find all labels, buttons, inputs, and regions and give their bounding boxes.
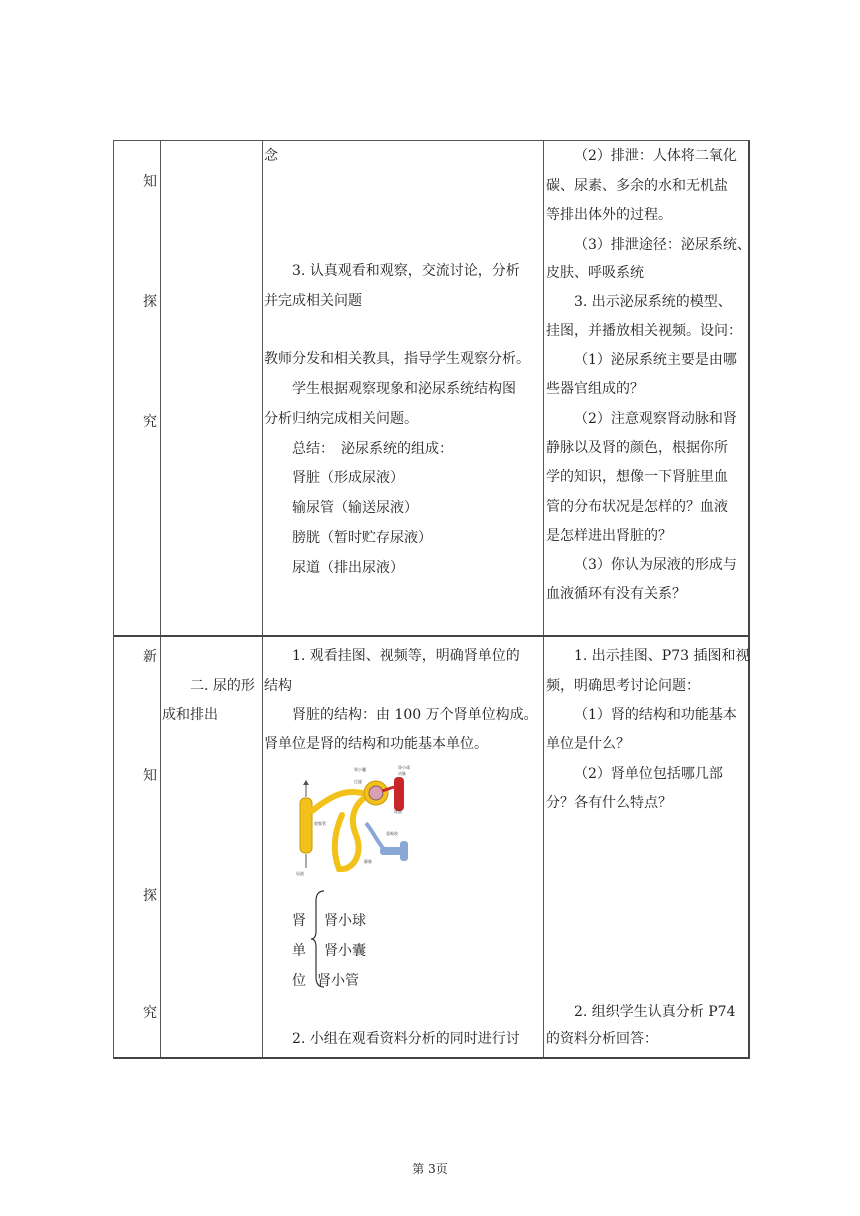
row-divider xyxy=(114,635,750,637)
text-line: 学的知识，想像一下肾脏里血 xyxy=(546,469,728,485)
text-line: 1. 出示挂图、P73 插图和视 xyxy=(574,648,750,664)
nephron-part: 肾小球 xyxy=(324,913,366,929)
diagram-label: 肾小球 xyxy=(398,765,410,770)
vertical-char: 究 xyxy=(143,1005,157,1021)
text-line: 肾脏（形成尿液） xyxy=(292,470,404,486)
table-bottom-border xyxy=(114,1057,750,1059)
diagram-label: 动脉 xyxy=(398,771,406,776)
text-line: （2）注意观察肾动脉和肾 xyxy=(574,411,737,427)
column-divider xyxy=(262,141,263,1059)
diagram-label: 重吸收 xyxy=(386,831,398,836)
diagram-label: 静脉 xyxy=(364,859,372,864)
text-line: 频，明确思考讨论问题： xyxy=(546,678,700,694)
nephron-char: 单 xyxy=(292,943,306,959)
text-line: 结构 xyxy=(264,678,292,694)
text-line: 肾单位是肾的结构和功能基本单位。 xyxy=(264,736,488,752)
text-line: （1）肾的结构和功能基本 xyxy=(574,707,737,723)
text-line: （2）肾单位包括哪几部 xyxy=(574,766,723,782)
text-line: 念 xyxy=(264,148,278,164)
nephron-diagram xyxy=(294,763,424,878)
text-line: 2. 组织学生认真分析 P74 xyxy=(574,1004,736,1020)
text-line: 等排出体外的过程。 xyxy=(546,207,672,223)
text-line: 肾脏的结构：由 100 万个肾单位构成。 xyxy=(292,707,538,723)
text-line: 单位是什么？ xyxy=(546,736,630,752)
diagram-label: 收集管 xyxy=(314,821,326,826)
diagram-label: 肾小囊 xyxy=(354,767,366,772)
collecting-duct xyxy=(300,798,312,853)
vertical-char: 究 xyxy=(143,414,157,430)
text-line: 分析归纳完成相关问题。 xyxy=(264,411,418,427)
text-line: 管的分布状况是怎样的？血液 xyxy=(546,499,728,515)
vertical-char: 知 xyxy=(143,174,157,190)
diagram-label: 尿液 xyxy=(394,809,402,814)
text-line: 些器官组成的？ xyxy=(546,381,644,397)
vertical-char: 新 xyxy=(143,649,157,665)
diagram-label: 过滤 xyxy=(354,779,362,784)
text-line: （3）你认为尿液的形成与 xyxy=(574,557,737,573)
section-heading: 成和排出 xyxy=(162,707,218,723)
text-line: 3. 出示泌尿系统的模型、 xyxy=(574,294,732,310)
text-line: 膀胱（暂时贮存尿液） xyxy=(292,530,432,546)
lesson-table xyxy=(113,140,750,1059)
text-line: 皮肤、呼吸系统 xyxy=(546,265,644,281)
text-line: 血液循环有没有关系？ xyxy=(546,586,686,602)
diagram-label: 尿液 xyxy=(296,871,304,876)
text-line: （3）排泄途径：泌尿系统、 xyxy=(574,237,751,253)
text-line: 碳、尿素、多余的水和无机盐 xyxy=(546,178,728,194)
column-divider xyxy=(160,141,161,1059)
nephron-char: 肾 xyxy=(292,913,306,929)
nephron-part: 肾小管 xyxy=(317,973,359,989)
text-line: 输尿管（输送尿液） xyxy=(292,500,418,516)
column-divider xyxy=(748,141,750,1059)
text-line: 分？各有什么特点？ xyxy=(546,795,672,811)
text-line: 是怎样进出肾脏的？ xyxy=(546,528,672,544)
nephron-char: 位 xyxy=(292,973,306,989)
glomerulus xyxy=(369,786,383,800)
text-line: 静脉以及肾的颜色，根据你所 xyxy=(546,440,728,456)
vertical-char: 探 xyxy=(143,888,157,904)
text-line: 1. 观看挂图、视频等，明确肾单位的 xyxy=(292,648,520,664)
text-line: 3. 认真观看和观察，交流讨论，分析 xyxy=(292,263,520,279)
text-line: （2）排泄：人体将二氧化 xyxy=(574,148,737,164)
nephron-part: 肾小囊 xyxy=(324,943,366,959)
text-line: （1）泌尿系统主要是由哪 xyxy=(574,352,737,368)
vertical-char: 知 xyxy=(143,768,157,784)
text-line: 尿道（排出尿液） xyxy=(292,560,404,576)
text-line: 挂图，并播放相关视频。设问： xyxy=(546,323,742,339)
section-heading: 二. 尿的形 xyxy=(190,678,255,694)
text-line: 2. 小组在观看资料分析的同时进行讨 xyxy=(292,1031,520,1047)
column-divider xyxy=(543,141,544,1059)
text-line: 教师分发和相关教具，指导学生观察分析。 xyxy=(264,351,530,367)
text-line: 并完成相关问题 xyxy=(264,293,362,309)
page-number: 第 3页 xyxy=(412,1162,448,1176)
vertical-char: 探 xyxy=(143,294,157,310)
vein xyxy=(380,847,402,855)
artery xyxy=(394,777,404,811)
text-line: 的资料分析回答： xyxy=(546,1031,658,1047)
text-line: 总结： 泌尿系统的组成： xyxy=(292,441,453,457)
text-line: 学生根据观察现象和泌尿系统结构图 xyxy=(292,381,516,397)
